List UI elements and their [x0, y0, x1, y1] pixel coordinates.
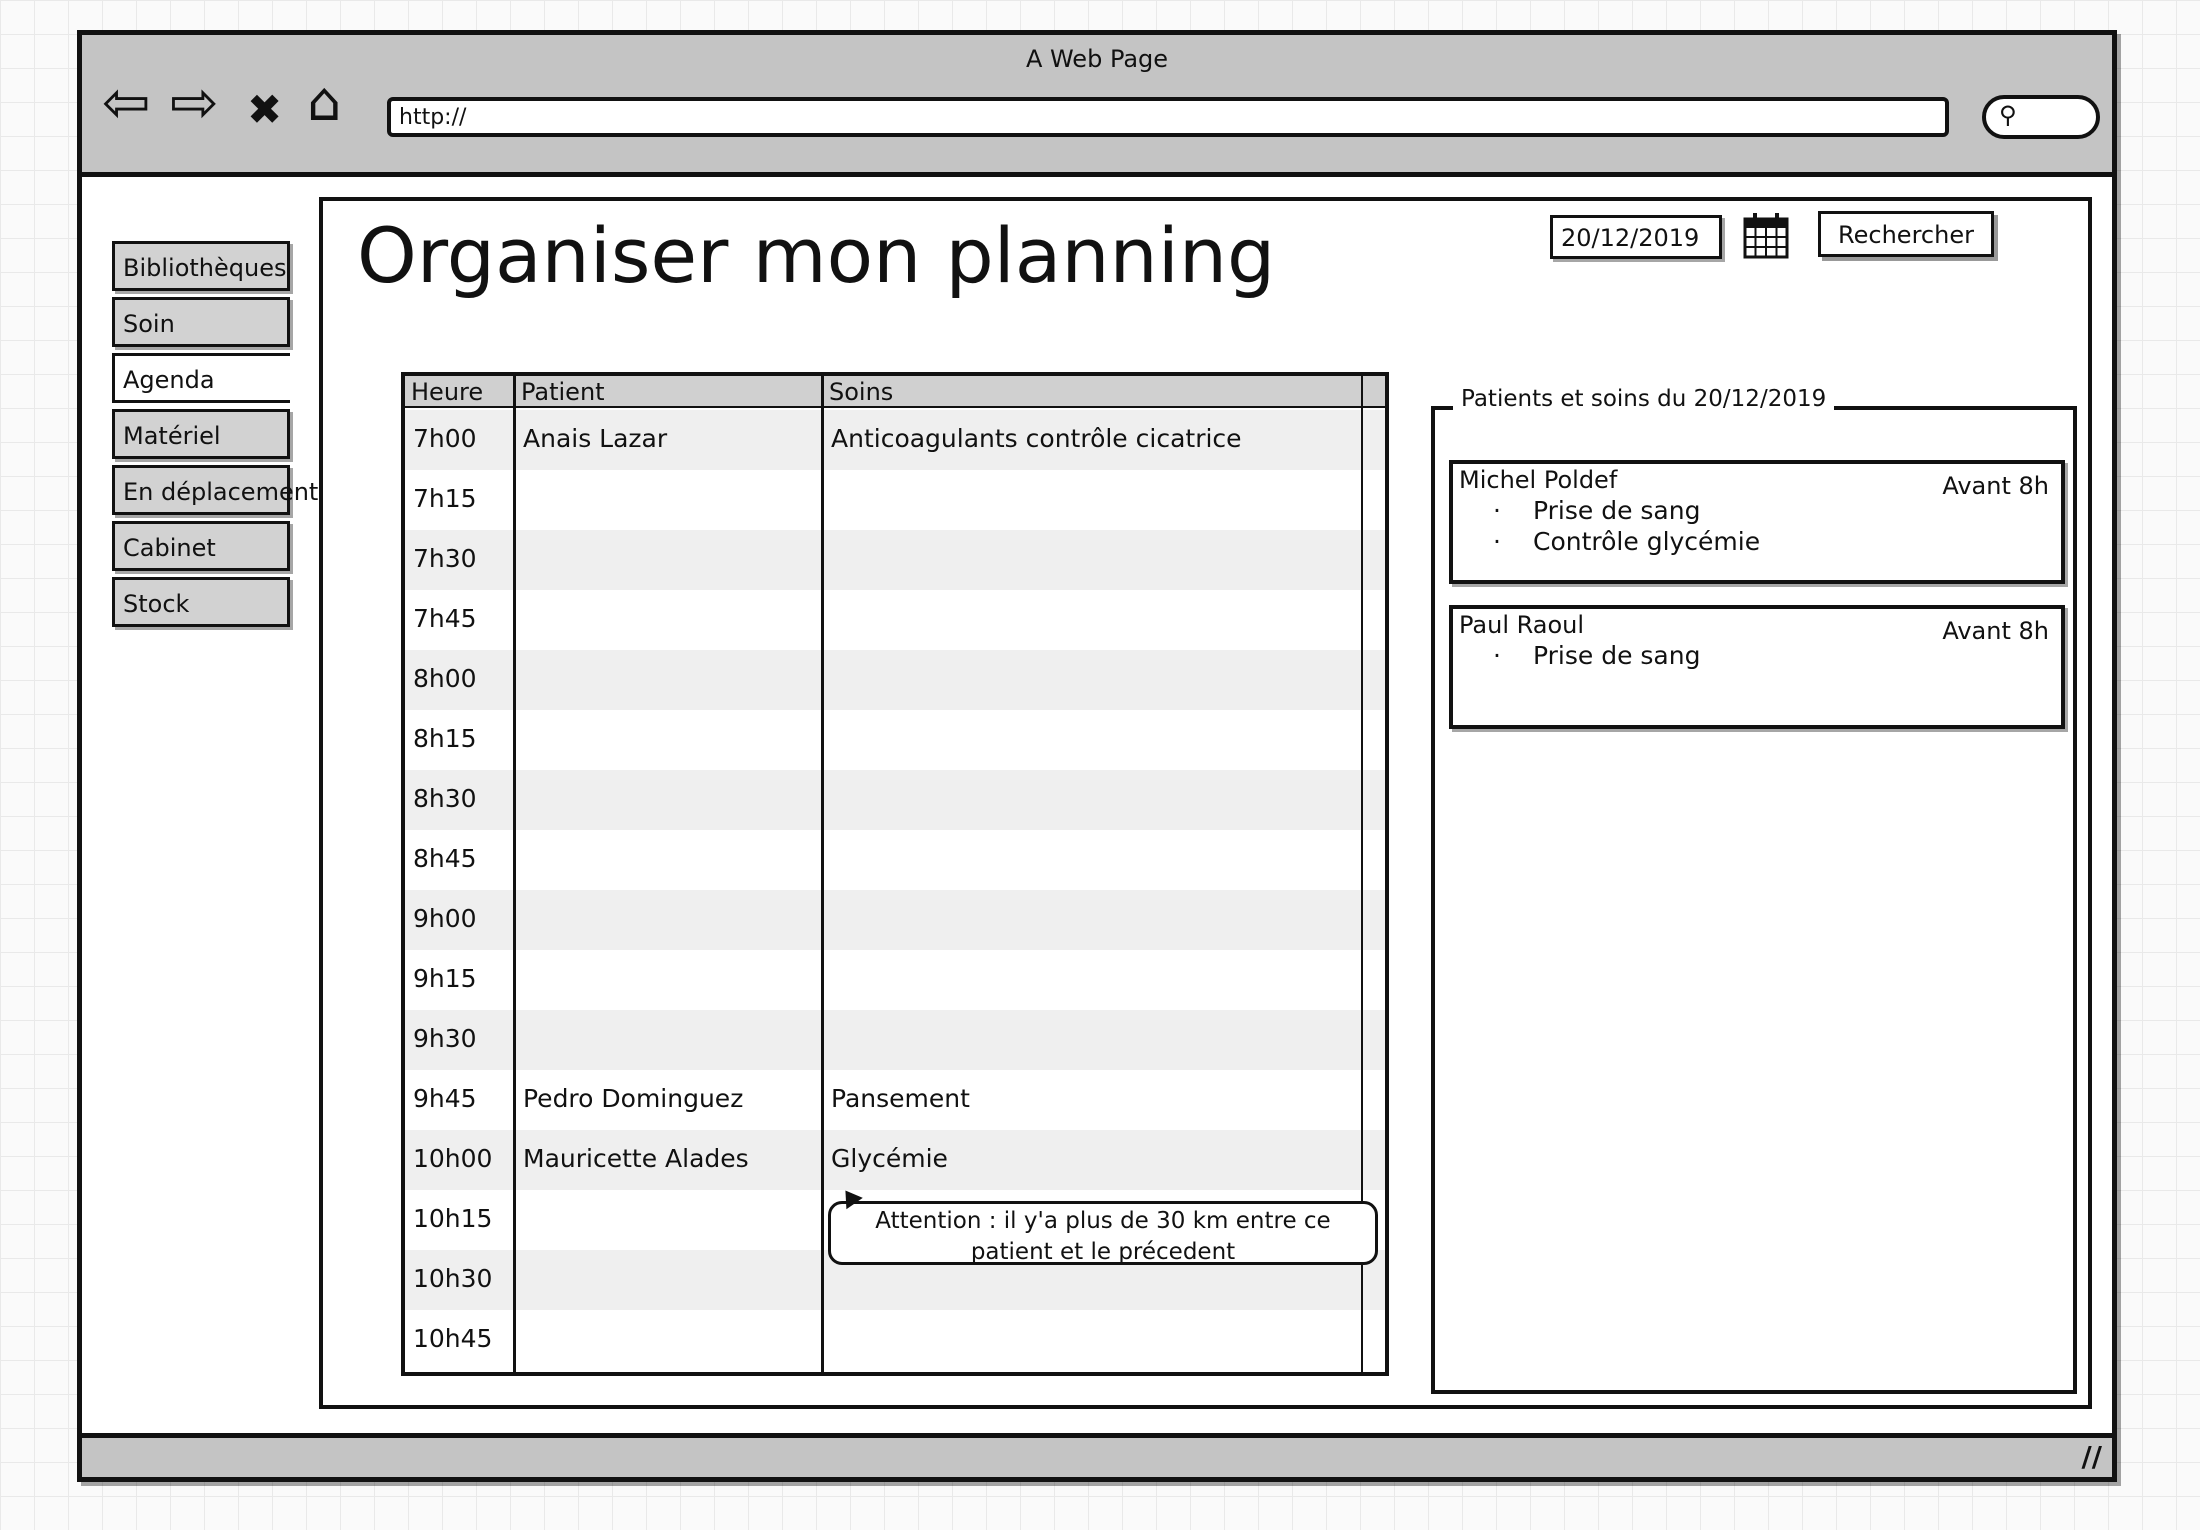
date-input[interactable]: 20/12/2019	[1550, 215, 1722, 259]
time-cell: 8h45	[413, 844, 477, 873]
patient-cell	[515, 1190, 823, 1250]
sidebar-item-en-deplacement[interactable]: En déplacement	[112, 465, 290, 515]
patient-time: Avant 8h	[1942, 617, 2049, 645]
care-cell	[823, 710, 1363, 770]
table-row[interactable]	[405, 470, 1385, 530]
patient-name: Michel Poldef	[1459, 466, 1618, 494]
tooltip-line-2: patient et le précedent	[970, 1239, 1236, 1265]
time-cell: 9h00	[413, 904, 477, 933]
sidebar-item-materiel[interactable]: Matériel	[112, 409, 290, 459]
table-row[interactable]	[405, 710, 1385, 770]
patient-cell	[515, 1310, 823, 1370]
time-cell: 7h30	[413, 544, 477, 573]
column-divider	[821, 376, 824, 1376]
table-row[interactable]	[405, 1010, 1385, 1070]
patient-cell	[515, 830, 823, 890]
patient-time: Avant 8h	[1942, 472, 2049, 500]
patient-cell	[515, 1250, 823, 1310]
column-header-soins: Soins	[823, 376, 1385, 408]
time-cell: 10h45	[413, 1324, 493, 1353]
patient-cell	[515, 950, 823, 1010]
patient-cell: Anais Lazar	[523, 424, 668, 453]
patient-cell	[515, 530, 823, 590]
patient-cell: Mauricette Alades	[523, 1144, 749, 1173]
time-cell: 9h15	[413, 964, 477, 993]
sidebar-item-stock[interactable]: Stock	[112, 577, 290, 627]
care-cell	[823, 1310, 1363, 1370]
time-cell: 8h30	[413, 784, 477, 813]
patient-name: Paul Raoul	[1459, 611, 1585, 639]
care-item: · Prise de sang	[1493, 641, 1701, 670]
patient-cell	[515, 650, 823, 710]
table-row[interactable]	[405, 1130, 1385, 1190]
status-bar	[82, 1433, 2112, 1477]
time-cell: 10h30	[413, 1264, 493, 1293]
home-icon[interactable]: ⌂	[307, 70, 342, 133]
care-cell	[823, 770, 1363, 830]
back-arrow-icon[interactable]: ⇦	[102, 68, 151, 136]
browser-search-field[interactable]	[1982, 95, 2100, 139]
resize-handle-icon[interactable]: //	[2081, 1440, 2102, 1473]
patient-cell: Pedro Dominguez	[523, 1084, 744, 1113]
care-cell: Pansement	[831, 1084, 970, 1113]
patient-cell	[515, 590, 823, 650]
calendar-icon[interactable]	[1743, 211, 1789, 259]
table-row[interactable]	[405, 590, 1385, 650]
column-divider	[513, 376, 516, 1376]
browser-window	[77, 30, 2117, 1482]
care-cell	[823, 950, 1363, 1010]
patient-cell	[515, 770, 823, 830]
care-cell	[823, 530, 1363, 590]
window-title: A Web Page	[1025, 45, 1169, 73]
care-item: · Contrôle glycémie	[1493, 527, 1761, 556]
patient-card[interactable]	[1449, 460, 2065, 584]
daily-patients-panel	[1431, 386, 2077, 1394]
patient-card[interactable]	[1449, 605, 2065, 729]
content-panel	[319, 197, 2092, 1409]
care-cell	[823, 890, 1363, 950]
patient-cell	[515, 470, 823, 530]
table-row[interactable]	[405, 410, 1385, 470]
table-row[interactable]	[405, 770, 1385, 830]
time-cell: 7h45	[413, 604, 477, 633]
sidebar-item-cabinet[interactable]: Cabinet	[112, 521, 290, 571]
search-icon: ⚲	[1999, 101, 2017, 129]
table-row[interactable]	[405, 650, 1385, 710]
time-cell: 9h45	[413, 1084, 477, 1113]
panel-title: Patients et soins du 20/12/2019	[1453, 386, 1834, 412]
care-cell: Glycémie	[831, 1144, 948, 1173]
care-item: · Prise de sang	[1493, 496, 1701, 525]
patient-cell	[515, 710, 823, 770]
table-row[interactable]	[405, 830, 1385, 890]
forward-arrow-icon[interactable]: ⇨	[170, 68, 219, 136]
care-cell	[823, 470, 1363, 530]
care-cell	[823, 830, 1363, 890]
table-row[interactable]	[405, 950, 1385, 1010]
stop-icon[interactable]: ✖	[247, 85, 283, 134]
search-button[interactable]: Rechercher	[1818, 211, 1994, 257]
browser-toolbar	[82, 35, 2112, 177]
address-bar[interactable]: http://	[387, 97, 1949, 137]
patient-cell	[515, 890, 823, 950]
time-cell: 10h00	[413, 1144, 493, 1173]
care-cell	[823, 590, 1363, 650]
distance-warning-tooltip	[828, 1201, 1378, 1265]
sidebar-item-bibliotheques[interactable]: Bibliothèques	[112, 241, 290, 291]
time-cell: 8h15	[413, 724, 477, 753]
care-cell: Anticoagulants contrôle cicatrice	[831, 424, 1242, 453]
care-cell	[823, 650, 1363, 710]
tooltip-line-1: Attention : il y'a plus de 30 km entre ce	[875, 1208, 1331, 1234]
time-cell: 7h00	[413, 424, 477, 453]
page-title: Organiser mon planning	[357, 211, 1276, 300]
table-row[interactable]	[405, 890, 1385, 950]
column-header-heure: Heure	[405, 376, 515, 408]
time-cell: 9h30	[413, 1024, 477, 1053]
column-header-patient: Patient	[515, 376, 823, 408]
time-cell: 8h00	[413, 664, 477, 693]
care-cell	[823, 1010, 1363, 1070]
sidebar-item-agenda[interactable]: Agenda	[112, 353, 290, 403]
time-cell: 7h15	[413, 484, 477, 513]
time-cell: 10h15	[413, 1204, 493, 1233]
table-row[interactable]	[405, 1070, 1385, 1130]
table-row[interactable]	[405, 530, 1385, 590]
table-row[interactable]	[405, 1310, 1385, 1370]
sidebar-item-soin[interactable]: Soin	[112, 297, 290, 347]
patient-cell	[515, 1010, 823, 1070]
